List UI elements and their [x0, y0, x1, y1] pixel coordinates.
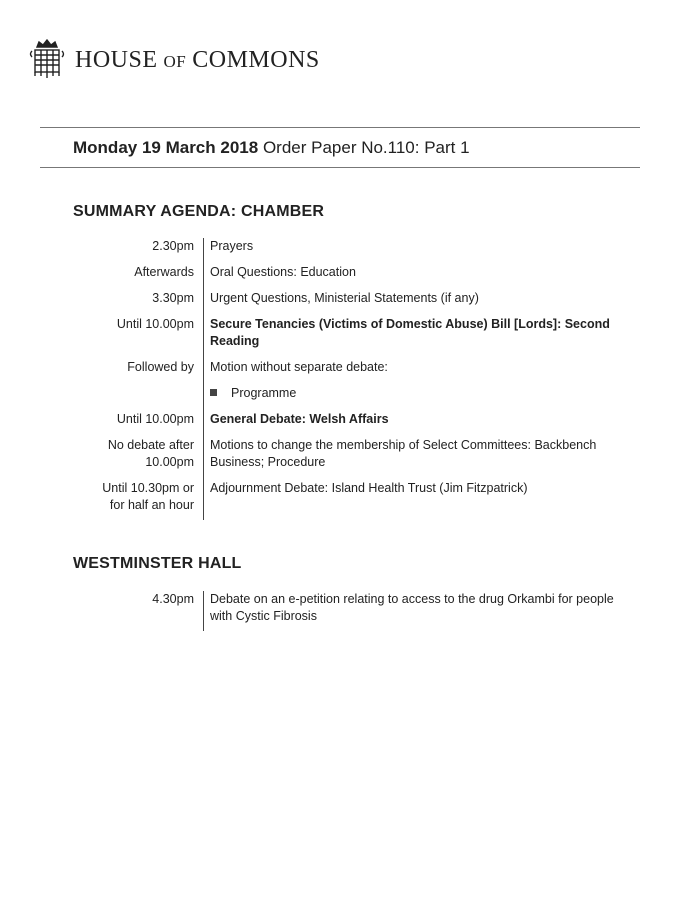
agenda-description-text: Secure Tenancies (Victims of Domestic Abuse) Bill [Lords]: Second Reading: [210, 317, 610, 348]
agenda-description: [203, 437, 633, 471]
agenda-time: Followed by: [127, 360, 194, 374]
order-paper-date: Monday 19 March 2018: [73, 138, 259, 157]
agenda-row: [73, 264, 633, 290]
agenda-description: [203, 316, 633, 350]
agenda-row: [73, 290, 633, 316]
divider-bottom: [40, 167, 640, 168]
agenda-description-text: General Debate: Welsh Affairs: [210, 412, 389, 426]
westminster-hall-agenda: [73, 591, 633, 631]
divider-top: [40, 127, 640, 128]
order-paper-title: [73, 138, 470, 158]
agenda-description: [203, 359, 633, 376]
westminster-hall-heading: WESTMINSTER HALL: [73, 555, 242, 572]
agenda-description-text: Motions to change the membership of Select Committees: Backbench Business; Procedure: [210, 438, 597, 469]
agenda-time: 4.30pm: [152, 592, 194, 606]
agenda-row: [73, 480, 633, 520]
agenda-time: [73, 385, 203, 402]
agenda-description-text: Debate on an e-petition relating to access to the drug Orkambi for people with Cystic Fibrosis: [210, 592, 614, 623]
agenda-description: [203, 290, 633, 307]
agenda-row: [73, 359, 633, 385]
agenda-row: [73, 238, 633, 264]
agenda-time: No debate after 10.00pm: [107, 438, 194, 469]
agenda-time: Until 10.00pm: [116, 412, 194, 426]
agenda-description: [203, 480, 633, 514]
chamber-heading: SUMMARY AGENDA: CHAMBER: [73, 203, 325, 220]
agenda-description-text: Oral Questions: Education: [210, 265, 356, 279]
portcullis-icon: [29, 38, 65, 82]
agenda-description: [203, 264, 633, 281]
chamber-agenda: [73, 238, 633, 520]
order-paper-number: Order Paper No.110: Part 1: [262, 138, 470, 157]
agenda-time: Afterwards: [134, 265, 194, 279]
agenda-description: [203, 411, 633, 428]
agenda-time: Until 10.30pm or for half an hour: [102, 481, 194, 512]
agenda-description: [203, 591, 633, 625]
agenda-description: [203, 238, 633, 255]
house-of-commons-logo: [29, 38, 320, 82]
square-bullet-icon: [210, 389, 217, 396]
agenda-row: [73, 437, 633, 480]
agenda-row: [73, 411, 633, 437]
agenda-description-text: Urgent Questions, Ministerial Statements (if any): [210, 291, 479, 305]
agenda-description-text: Programme: [231, 386, 297, 400]
agenda-row: [73, 591, 633, 631]
agenda-time: 3.30pm: [152, 291, 194, 305]
agenda-description: [203, 385, 633, 402]
agenda-description-text: Prayers: [210, 239, 254, 253]
agenda-description-text: Motion without separate debate:: [210, 360, 388, 374]
agenda-row: [73, 316, 633, 359]
agenda-time: 2.30pm: [152, 239, 194, 253]
agenda-time: Until 10.00pm: [116, 317, 194, 331]
agenda-description-text: Adjournment Debate: Island Health Trust (Jim Fitzpatrick): [210, 481, 528, 495]
logo-wordmark: HOUSE OF COMMONS: [75, 46, 320, 73]
agenda-row: [73, 385, 633, 411]
